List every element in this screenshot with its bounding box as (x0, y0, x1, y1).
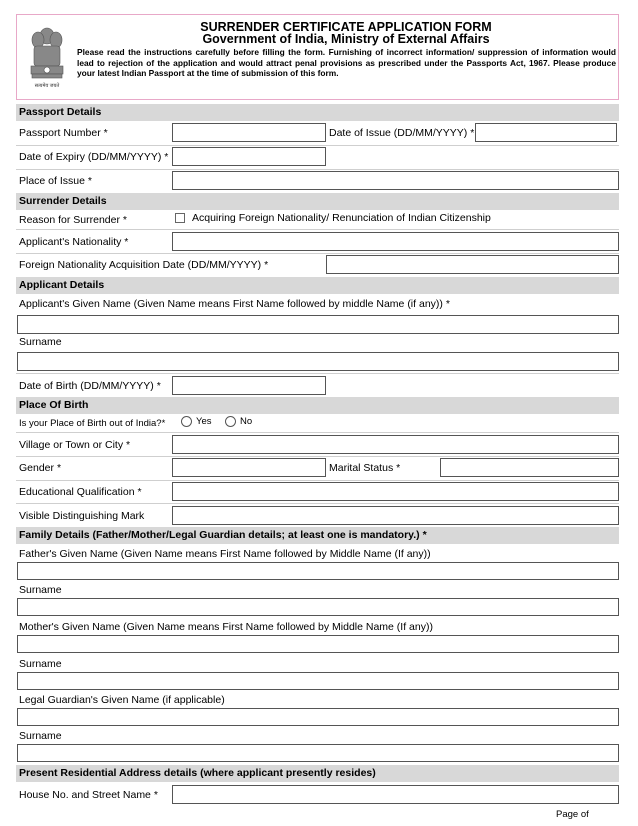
father-name-label: Father's Given Name (Given Name means First Name followed by Middle Name (If any)) (19, 548, 431, 560)
village-field[interactable] (172, 435, 619, 454)
given-name-label: Applicant's Given Name (Given Name means First Name followed by middle Name (if any)) * (19, 298, 450, 310)
reason-label: Reason for Surrender * (19, 214, 127, 226)
divider (16, 145, 619, 146)
mother-name-field[interactable] (17, 635, 619, 653)
divider (16, 253, 619, 254)
divider (16, 480, 619, 481)
guardian-surname-field[interactable] (17, 744, 619, 762)
section-passport-details: Passport Details (16, 104, 619, 121)
mother-name-label: Mother's Given Name (Given Name means First Name followed by Middle Name (If any)) (19, 621, 433, 633)
father-surname-field[interactable] (17, 598, 619, 616)
house-street-field[interactable] (172, 785, 619, 804)
passport-number-field[interactable] (172, 123, 326, 142)
section-applicant-details: Applicant Details (16, 277, 619, 294)
form-title: SURRENDER CERTIFICATE APPLICATION FORM (200, 20, 492, 34)
acquisition-date-field[interactable] (326, 255, 619, 274)
no-radio[interactable] (225, 416, 236, 427)
reason-option-label: Acquiring Foreign Nationality/ Renunciation of Indian Citizenship (192, 212, 491, 224)
form-subtitle: Government of India, Ministry of External Affairs (202, 32, 490, 46)
guardian-name-label: Legal Guardian's Given Name (if applicable) (19, 694, 225, 706)
divider (16, 456, 619, 457)
nationality-label: Applicant's Nationality * (19, 236, 129, 248)
dob-field[interactable] (172, 376, 326, 395)
surname-label: Surname (19, 336, 62, 348)
section-residential-address: Present Residential Address details (where applicant presently resides) (16, 765, 619, 782)
surname-field[interactable] (17, 352, 619, 371)
village-label: Village or Town or City * (19, 439, 131, 451)
instructions: Please read the instructions carefully before filling the form. Furnishing of incorrect information/ suppression of information would lead to rejection of the application and would attract penal provisions as prescribed under the Passports Act, 1967. Please produce your latest Indian Passport at the time of submission of this form. (77, 47, 616, 78)
national-emblem-icon (26, 24, 68, 92)
father-surname-label: Surname (19, 584, 62, 596)
issue-date-field[interactable] (475, 123, 617, 142)
guardian-surname-label: Surname (19, 730, 62, 742)
mother-surname-field[interactable] (17, 672, 619, 690)
distinguishing-mark-label: Visible Distinguishing Mark (19, 510, 145, 522)
emblem-caption: सत्यमेव जयते (34, 83, 60, 89)
dob-label: Date of Birth (DD/MM/YYYY) * (19, 380, 161, 392)
father-name-field[interactable] (17, 562, 619, 580)
divider (16, 503, 619, 504)
passport-number-label: Passport Number * (19, 127, 108, 139)
section-family-details: Family Details (Father/Mother/Legal Guardian details; at least one is mandatory.) * (16, 527, 619, 544)
gender-field[interactable] (172, 458, 326, 477)
education-label: Educational Qualification * (19, 486, 142, 498)
house-street-label: House No. and Street Name * (19, 789, 158, 801)
marital-status-field[interactable] (440, 458, 619, 477)
section-surrender-details: Surrender Details (16, 193, 619, 210)
section-place-of-birth: Place Of Birth (16, 397, 619, 414)
gender-label: Gender * (19, 462, 62, 474)
place-of-issue-label: Place of Issue * (19, 175, 92, 187)
expiry-date-label: Date of Expiry (DD/MM/YYYY) * (19, 151, 169, 163)
given-name-field[interactable] (17, 315, 619, 334)
issue-date-label: Date of Issue (DD/MM/YYYY) * (329, 127, 475, 139)
acquisition-date-label: Foreign Nationality Acquisition Date (DD/MM/YYYY) * (19, 259, 269, 271)
divider (16, 169, 619, 170)
guardian-name-field[interactable] (17, 708, 619, 726)
yes-radio[interactable] (181, 416, 192, 427)
divider (16, 229, 619, 230)
no-label: No (240, 416, 253, 427)
marital-status-label: Marital Status * (329, 462, 401, 474)
mother-surname-label: Surname (19, 658, 62, 670)
yes-label: Yes (196, 416, 212, 427)
outside-india-label: Is your Place of Birth out of India?* (19, 418, 166, 429)
place-of-issue-field[interactable] (172, 171, 619, 190)
nationality-field[interactable] (172, 232, 619, 251)
expiry-date-field[interactable] (172, 147, 326, 166)
divider (16, 432, 619, 433)
page-number: Page of (556, 809, 589, 820)
distinguishing-mark-field[interactable] (172, 506, 619, 525)
divider (16, 373, 619, 374)
education-field[interactable] (172, 482, 619, 501)
reason-checkbox[interactable] (175, 213, 185, 223)
